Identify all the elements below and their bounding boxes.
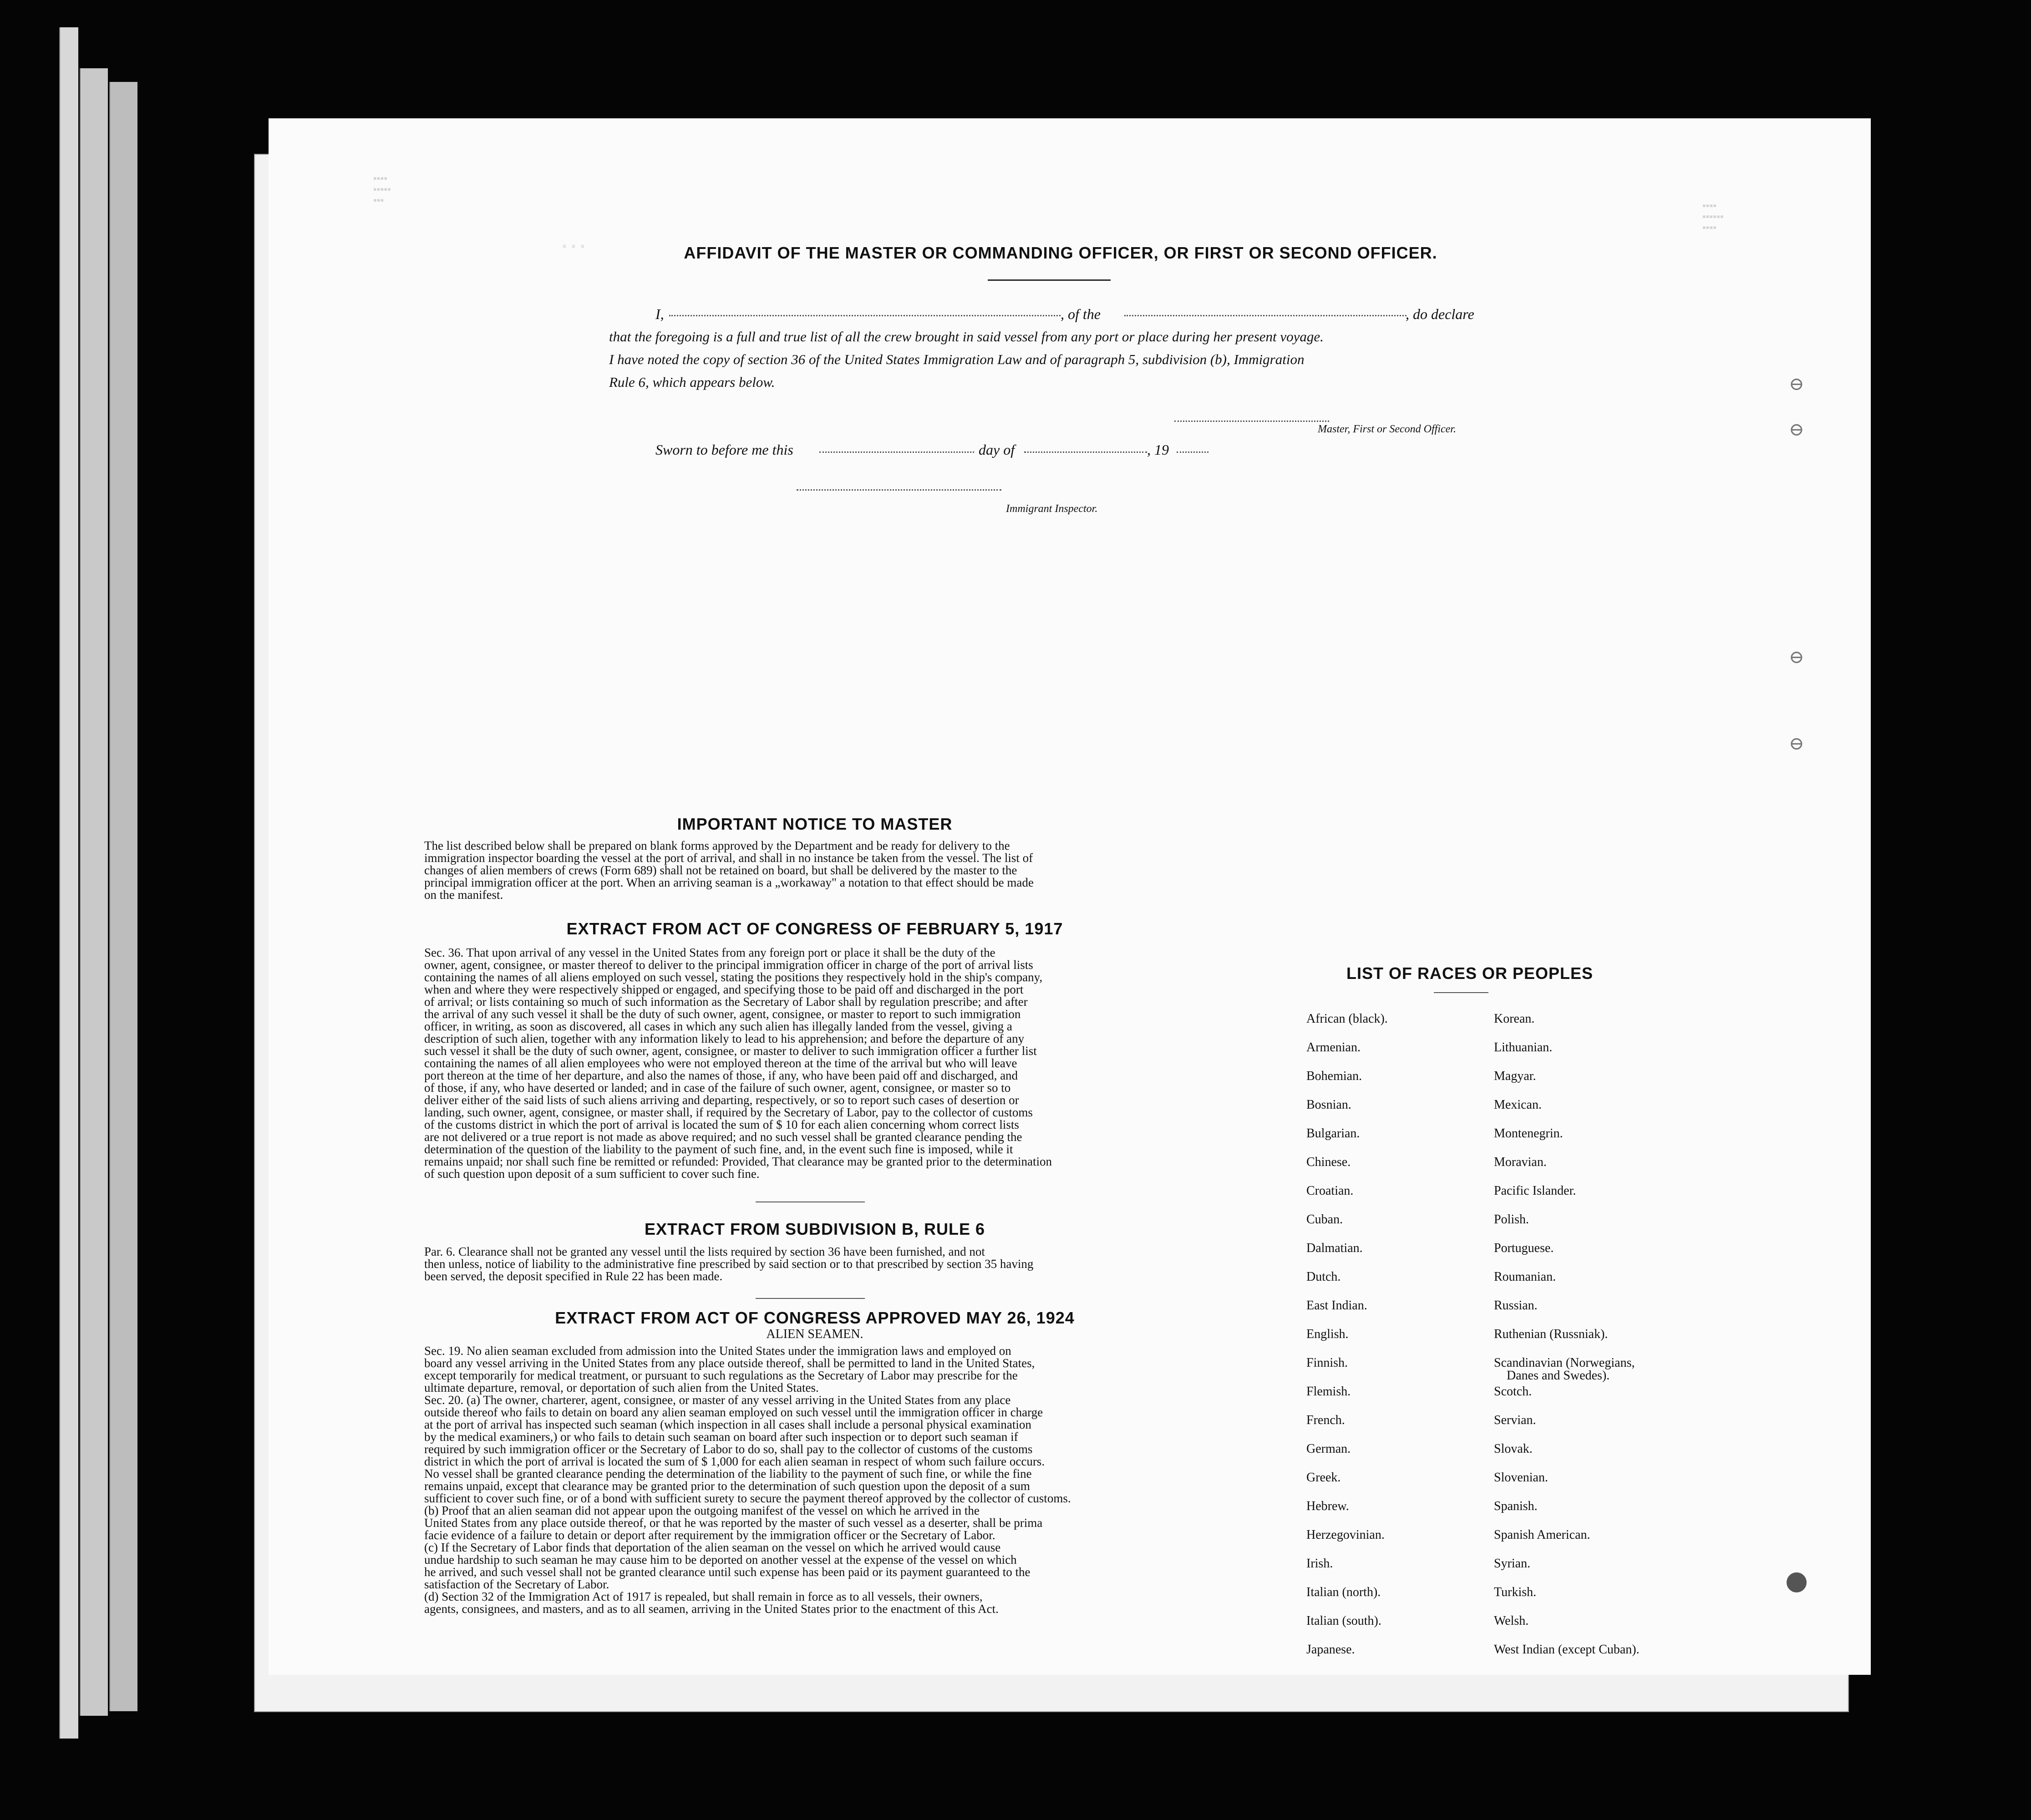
extract-1924-line: satisfaction of the Secretary of Labor.: [424, 1577, 609, 1591]
race-item: Bohemian.: [1306, 1069, 1362, 1083]
race-item: Croatian.: [1306, 1184, 1354, 1198]
race-item: Herzegovinian.: [1306, 1528, 1385, 1542]
race-item: Spanish.: [1494, 1499, 1538, 1513]
extract-1917-line: the arrival of any such vessel it shall be the duty of such owner, agent, consignee, or master to report to such immigration: [424, 1007, 1021, 1021]
punch-hole-mark: ⊖: [1789, 374, 1804, 394]
punch-hole-mark: ⊖: [1789, 419, 1804, 440]
race-item: Lithuanian.: [1494, 1040, 1553, 1054]
extract-1924-line: undue hardship to such seaman he may cause him to be deported on another vessel at the expense of the vessel on which: [424, 1553, 1017, 1567]
race-item: Mexican.: [1494, 1098, 1542, 1112]
race-item: African (black).: [1306, 1012, 1388, 1026]
inspector-label: Immigrant Inspector.: [1006, 503, 1098, 515]
race-item: Dalmatian.: [1306, 1241, 1363, 1255]
race-item: Welsh.: [1494, 1614, 1529, 1628]
notice-line: principal immigration officer at the port. When an arriving seaman is a „workaway" a notation to that effect should be made: [424, 876, 1034, 889]
extract-1917-line: of such question upon deposit of a sum sufficient to cover such fine.: [424, 1167, 760, 1181]
race-item: Korean.: [1494, 1012, 1535, 1026]
notice-line: on the manifest.: [424, 888, 503, 902]
extract-1917-line: determination of the question of the liability to the payment of such fine, and, in the event such fine is imposed, while it: [424, 1142, 1013, 1156]
extract-1917-line: landing, such owner, agent, consignee, or master shall, if required by the Secretary of Labor, pay to the collector of customs: [424, 1105, 1033, 1119]
extract-1924-body: [424, 1345, 1180, 1615]
race-item: Scotch.: [1494, 1384, 1532, 1399]
affidavit-line-2: that the foregoing is a full and true list of all the crew brought in said vessel from any port or place during her present voyage.: [609, 329, 1324, 345]
race-item: Flemish.: [1306, 1384, 1351, 1399]
extract-1924-line: required by such immigration officer or the Secretary of Labor to do so, shall pay to the collector of customs of the customs: [424, 1442, 1033, 1456]
subdivision-b-title: EXTRACT FROM SUBDIVISION B, RULE 6: [644, 1220, 985, 1238]
race-item: Scandinavian (Norwegians, Danes and Swedes).: [1494, 1356, 1635, 1383]
race-item: Moravian.: [1494, 1155, 1547, 1169]
extract-1924-line: by the medical examiners,) or who fails to detain such seaman on board after such inspection or to deport such seaman if: [424, 1430, 1018, 1444]
extract-1917-line: of arrival; or lists containing so much of such information as the Secretary of Labor shall by regulation prescribe; and after: [424, 995, 1028, 1009]
race-item: East Indian.: [1306, 1298, 1367, 1313]
race-item: Servian.: [1494, 1413, 1536, 1427]
extract-1924-line: board any vessel arriving in the United States from any place outside thereof, shall be permitted to land in the United States,: [424, 1356, 1035, 1370]
extract-1924-line: Sec. 19. No alien seaman excluded from admission into the United States under the immigration laws and employed on: [424, 1344, 1011, 1358]
race-item: Pacific Islander.: [1494, 1184, 1576, 1198]
sworn-day-label: day of: [979, 441, 1015, 458]
race-item: Roumanian.: [1494, 1270, 1556, 1284]
sworn-label: Sworn to before me this: [655, 441, 793, 458]
affidavit-line-4: Rule 6, which appears below.: [609, 374, 775, 390]
extract-1917-line: are not delivered or a true report is not made as above required; and no such vessel shall be granted clearance pending the: [424, 1130, 1022, 1144]
extract-1917-line: containing the names of all aliens employed on such vessel, stating the positions they respectively hold in the ship's company,: [424, 970, 1043, 984]
notice-title: IMPORTANT NOTICE TO MASTER: [677, 815, 953, 833]
race-item: Russian.: [1494, 1298, 1538, 1313]
affidavit-declare-label: , do declare: [1406, 306, 1474, 322]
extract-1917-title: EXTRACT FROM ACT OF CONGRESS OF FEBRUARY 5, 1917: [566, 919, 1063, 938]
race-item: Cuban.: [1306, 1212, 1343, 1227]
extract-1924-line: outside thereof who fails to detain on board any alien seaman employed on such vessel until the immigration officer in charge: [424, 1405, 1043, 1419]
form-stamp-left: ▪▪▪▪ ▪▪▪▪▪ ▪▪▪: [373, 172, 391, 206]
extract-1917-line: of the customs district in which the port of arrival is located the sum of $ 10 for each alien concerning whom correct lists: [424, 1118, 1019, 1131]
extract-1917-line: officer, in writing, as soon as discovered, all cases in which any such alien has illegally landed from the vessel, giving a: [424, 1019, 1012, 1033]
race-item: West Indian (except Cuban).: [1494, 1643, 1640, 1657]
extract-1917-body: [424, 947, 1180, 1180]
race-item: Bosnian.: [1306, 1098, 1351, 1112]
race-item: Japanese.: [1306, 1643, 1355, 1657]
subdivision-b-body: [424, 1246, 1180, 1283]
extract-1917-line: port thereon at the time of her departure, and also the names of those, if any, who have been paid off and discharged, and: [424, 1069, 1018, 1082]
punch-hole-mark: ⊖: [1789, 647, 1804, 667]
race-item: English.: [1306, 1327, 1349, 1341]
race-item: Hebrew.: [1306, 1499, 1349, 1513]
extract-1917-line: Sec. 36. That upon arrival of any vessel in the United States from any foreign port or place it shall be the duty of the: [424, 946, 995, 959]
extract-1924-line: (b) Proof that an alien seaman did not appear upon the outgoing manifest of the vessel on which he arrived in the: [424, 1504, 980, 1517]
extract-1924-line: he arrived, and such vessel shall not be granted clearance until such expense has been paid or its payment guaranteed to the: [424, 1565, 1031, 1579]
extract-1924-line: No vessel shall be granted clearance pending the determination of the liability to the payment of such fine, or while the fine: [424, 1467, 1032, 1480]
extract-1924-title: EXTRACT FROM ACT OF CONGRESS APPROVED MAY 26, 1924: [555, 1308, 1075, 1327]
race-item: Magyar.: [1494, 1069, 1536, 1083]
notice-line: changes of alien members of crews (Form 689) shall not be retained on board, but shall be delivered by the master to the: [424, 863, 1017, 877]
extract-1917-line: owner, agent, consignee, or master thereof to deliver to the principal immigration officer in charge of the port of arrival lists: [424, 958, 1033, 972]
extract-1924-line: except temporarily for medical treatment, or pursuant to such regulations as the Secretary of Labor may prescribe for the: [424, 1369, 1018, 1382]
affidavit-i-label: I,: [655, 306, 664, 322]
extract-1917-line: such vessel it shall be the duty of such owner, agent, consignee, or master to deliver to such immigration officer a further list: [424, 1044, 1037, 1058]
notice-body: [424, 840, 1180, 901]
affidavit-of-the-label: , of the: [1061, 306, 1101, 322]
ink-blot: [1787, 1572, 1807, 1592]
race-item: Polish.: [1494, 1212, 1529, 1227]
divider: [1434, 992, 1488, 993]
extract-1917-line: containing the names of all alien employees who were not employed thereon at the time of the arrival but who will leave: [424, 1056, 1017, 1070]
sworn-month-field[interactable]: [1024, 451, 1147, 453]
race-item: Slovenian.: [1494, 1470, 1548, 1485]
race-item: Irish.: [1306, 1556, 1333, 1571]
extract-1924-line: (c) If the Secretary of Labor finds that deportation of the alien seaman on the vessel on which he arrived would cause: [424, 1541, 1001, 1554]
affidavit-line-3: I have noted the copy of section 36 of the United States Immigration Law and of paragraph 5, subdivision (b), Immigration: [609, 351, 1305, 367]
sworn-year-field[interactable]: [1177, 451, 1208, 453]
race-item: Montenegrin.: [1494, 1126, 1563, 1141]
extract-1917-line: of those, if any, who have deserted or landed; and in case of the failure of such owner, agent, consignee, or master so to: [424, 1081, 1011, 1095]
officer-signature-field[interactable]: [1174, 421, 1329, 422]
race-item: Turkish.: [1494, 1585, 1537, 1599]
extract-1917-line: when and where they were respectively shipped or engaged, and specifying those to be paid off and discharged in the port: [424, 983, 1024, 996]
extract-1924-line: Sec. 20. (a) The owner, charterer, agent, consignee, or master of any vessel arriving in the United States from any place: [424, 1393, 1011, 1407]
race-item: Spanish American.: [1494, 1528, 1590, 1542]
bleed-through-text: ⋯: [560, 230, 590, 261]
races-title: LIST OF RACES OR PEOPLES: [1346, 964, 1594, 983]
notice-line: The list described below shall be prepared on blank forms approved by the Department and be ready for delivery to the: [424, 839, 1010, 852]
extract-1917-line: deliver either of the said lists of such aliens arriving and departing, respectively, or so to report such cases of desertion or: [424, 1093, 1019, 1107]
race-item: French.: [1306, 1413, 1345, 1427]
sworn-year-label: , 19: [1147, 441, 1169, 458]
extract-1924-line: (d) Section 32 of the Immigration Act of 1917 is repealed, but shall remain in force as to all vessels, their owners,: [424, 1590, 983, 1603]
race-item: Chinese.: [1306, 1155, 1351, 1169]
race-item: Bulgarian.: [1306, 1126, 1360, 1141]
affidavit-title: AFFIDAVIT OF THE MASTER OR COMMANDING OFFICER, OR FIRST OR SECOND OFFICER.: [684, 243, 1437, 262]
subdivision-b-line: then unless, notice of liability to the administrative fine prescribed by said section or to that prescribed by section 35 having: [424, 1257, 1034, 1271]
subdivision-b-line: been served, the deposit specified in Rule 22 has been made.: [424, 1269, 723, 1283]
race-item: Dutch.: [1306, 1270, 1341, 1284]
form-stamp-right: ▪▪▪▪ ▪▪▪▪▪▪ ▪▪▪▪: [1702, 200, 1724, 233]
notice-line: immigration inspector boarding the vessel at the port of arrival, and shall in no instance be taken from the vessel. The list of: [424, 851, 1033, 865]
extract-1924-line: facie evidence of a failure to detain or deport after requirement by the immigration officer or the Secretary of Labor.: [424, 1528, 995, 1542]
race-item: Portuguese.: [1494, 1241, 1554, 1255]
race-item: Slovak.: [1494, 1442, 1533, 1456]
race-item: Armenian.: [1306, 1040, 1361, 1054]
divider: [988, 279, 1111, 281]
extract-1924-subtitle: ALIEN SEAMEN.: [766, 1327, 863, 1341]
race-item: Finnish.: [1306, 1356, 1348, 1370]
extract-1924-line: at the port of arrival has inspected such seaman (which inspection in all cases shall include a personal physical examination: [424, 1418, 1031, 1431]
name-field[interactable]: [669, 315, 1061, 316]
sworn-day-field[interactable]: [819, 451, 974, 453]
race-item: Italian (south).: [1306, 1614, 1381, 1628]
subdivision-b-line: Par. 6. Clearance shall not be granted any vessel until the lists required by section 36 have been furnished, and not: [424, 1245, 985, 1258]
vessel-field[interactable]: [1124, 315, 1406, 316]
extract-1917-line: remains unpaid; nor shall such fine be remitted or refunded: Provided, That clearance may be granted prior to the determination: [424, 1155, 1052, 1168]
officer-signature-label: Master, First or Second Officer.: [1318, 423, 1456, 435]
extract-1924-line: agents, consignees, and masters, and as to all seamen, arriving in the United States prior to the enactment of this Act.: [424, 1602, 999, 1616]
extract-1924-line: sufficient to cover such fine, or of a bond with sufficient surety to secure the payment thereof approved by the collector of customs.: [424, 1491, 1071, 1505]
extract-1917-line: description of such alien, together with any information likely to lead to his apprehension; and before the departure of any: [424, 1032, 1025, 1045]
divider: [756, 1298, 865, 1299]
extract-1924-line: remains unpaid, except that clearance may be granted prior to the determination of such question upon the deposit of a sum: [424, 1479, 1030, 1493]
inspector-signature-field[interactable]: [797, 489, 1001, 491]
extract-1924-line: ultimate departure, removal, or deportation of such alien from the United States.: [424, 1381, 819, 1394]
race-item: Greek.: [1306, 1470, 1341, 1485]
race-item: Syrian.: [1494, 1556, 1531, 1571]
punch-hole-mark: ⊖: [1789, 733, 1804, 754]
race-item: German.: [1306, 1442, 1351, 1456]
race-item: Ruthenian (Russniak).: [1494, 1327, 1608, 1341]
extract-1924-line: United States from any place outside thereof, or that he was reported by the master of such vessel as a deserter, shall be prima: [424, 1516, 1043, 1530]
extract-1924-line: district in which the port of arrival is located the sum of $ 1,000 for each alien seaman in respect of whom such failure occurs.: [424, 1455, 1045, 1468]
race-item: Italian (north).: [1306, 1585, 1381, 1599]
